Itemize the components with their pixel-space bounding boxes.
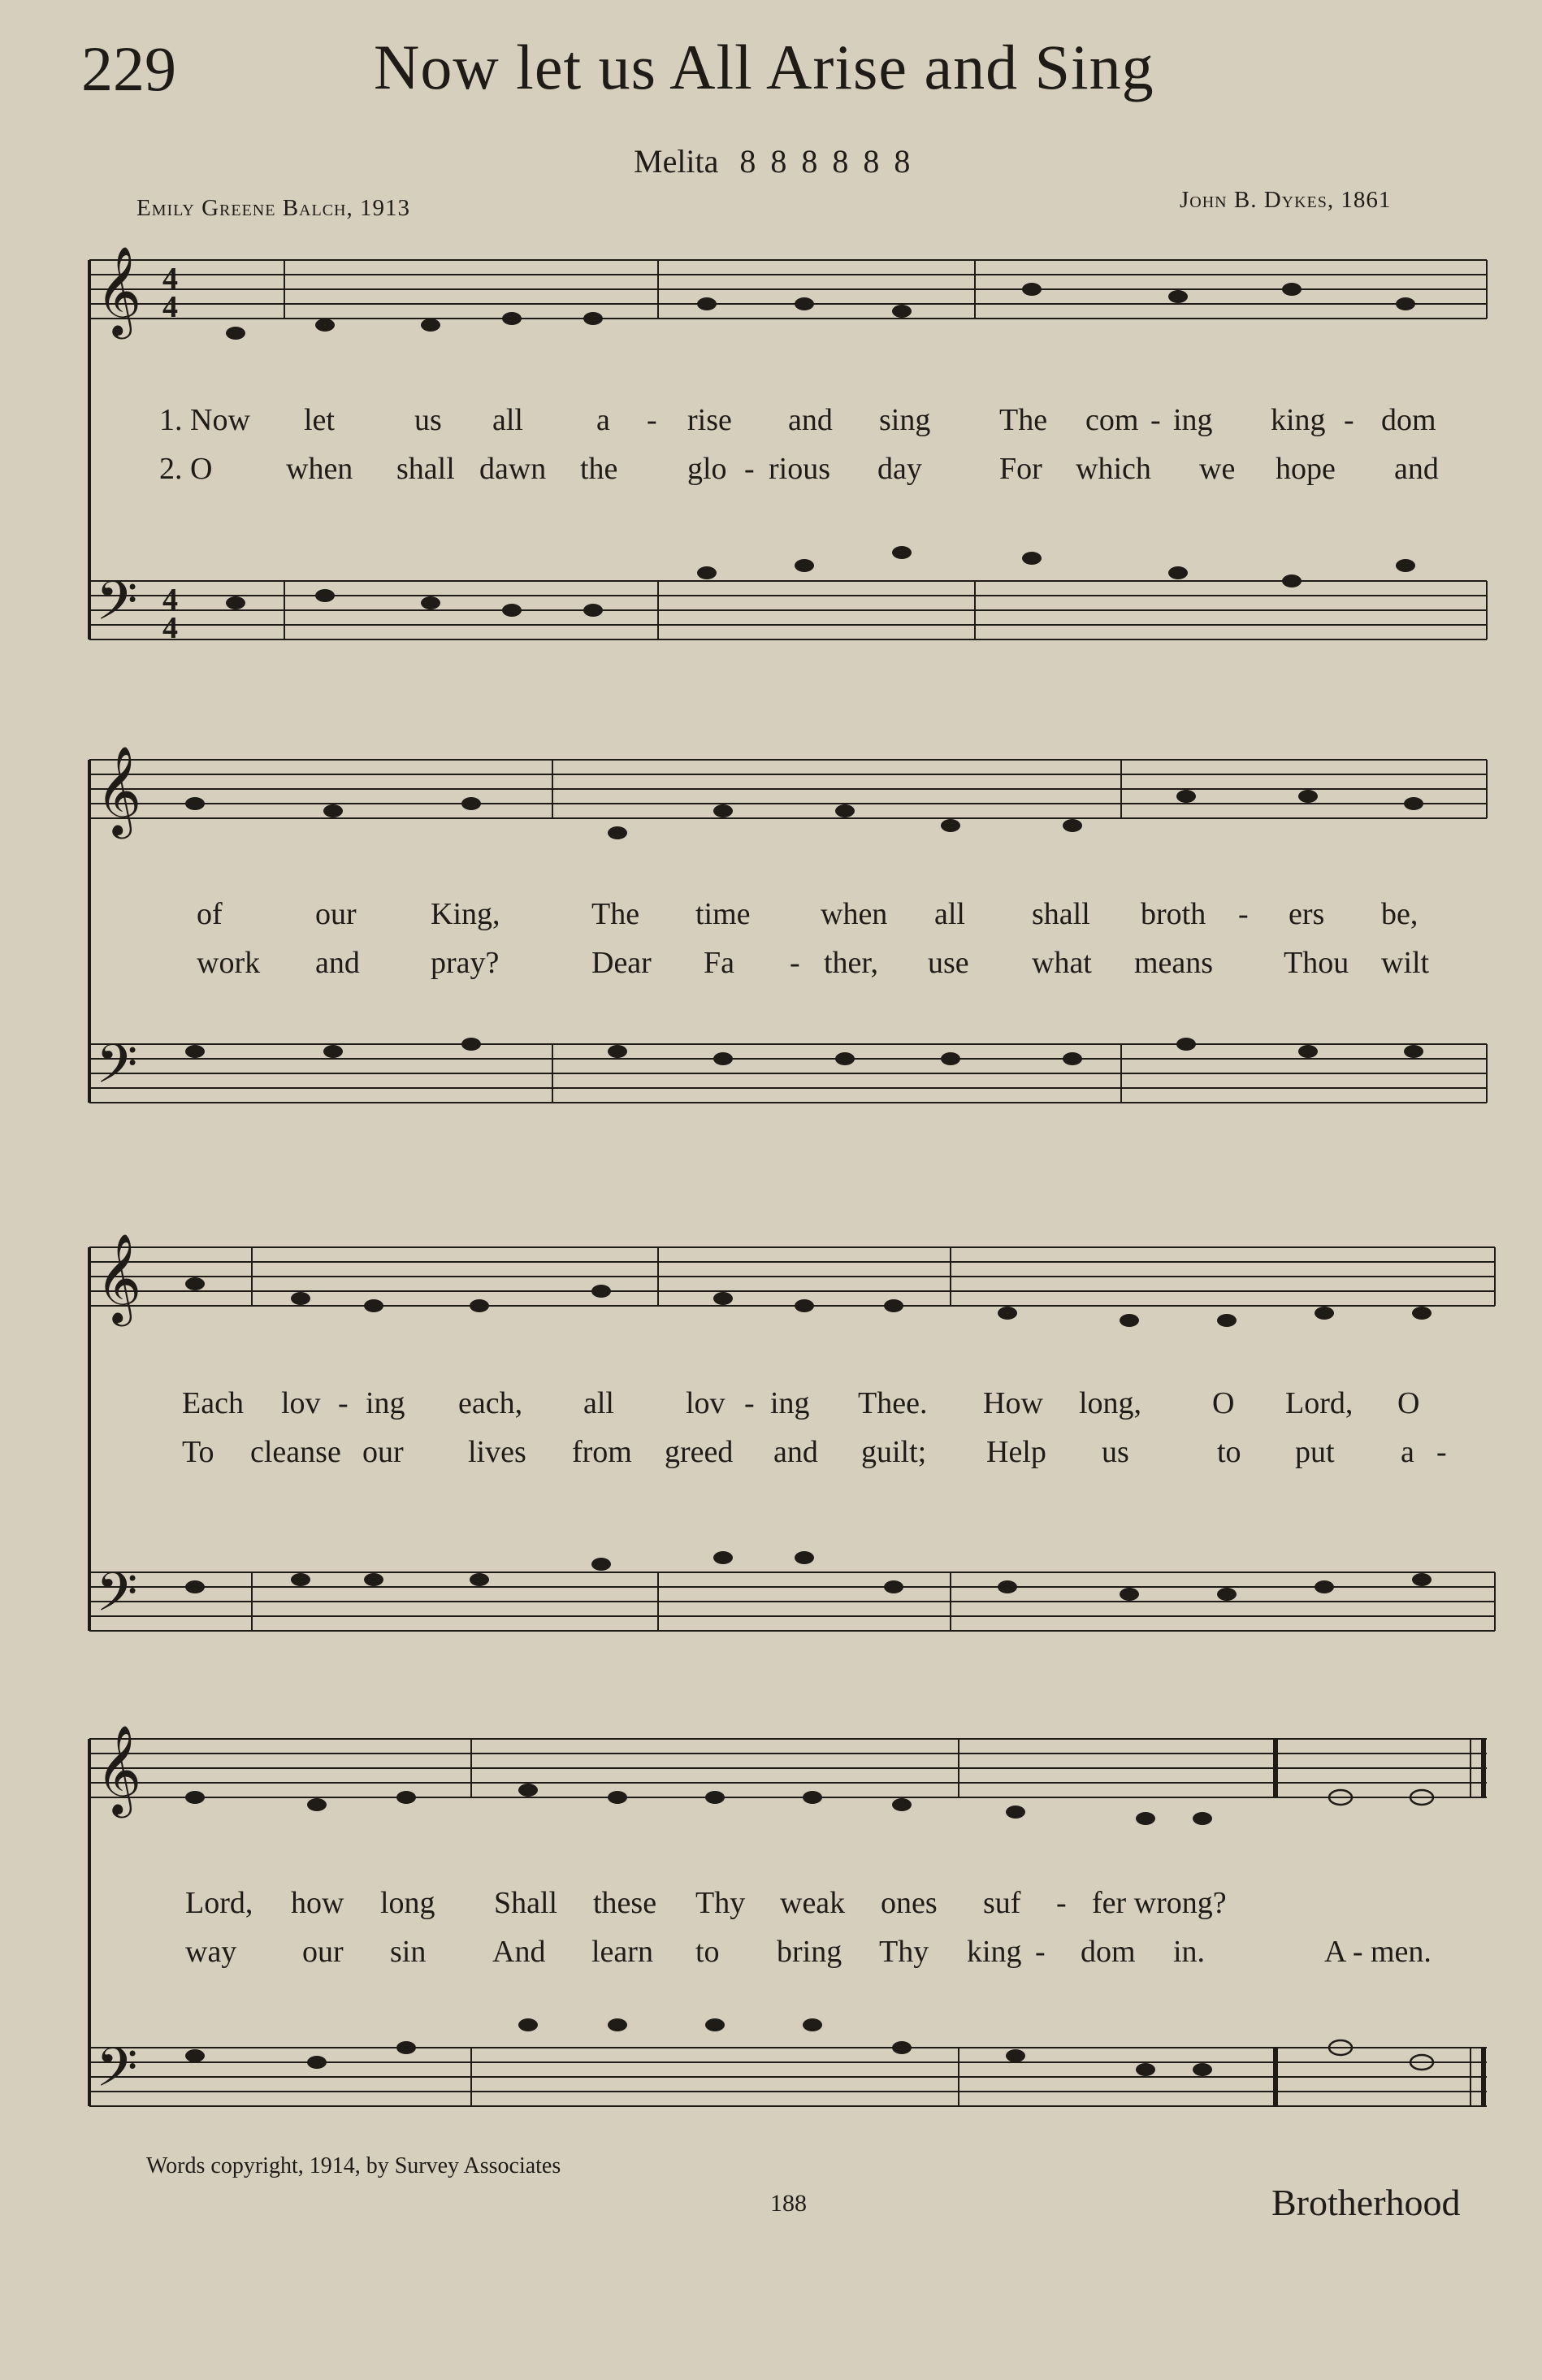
lyric-syllable: king	[1271, 403, 1326, 437]
lyric-syllable: our	[302, 1935, 344, 1969]
lyric-syllable: com	[1085, 403, 1139, 437]
lyric-syllable: ing	[770, 1386, 810, 1420]
lyric-syllable: Each	[182, 1386, 244, 1420]
lyric-syllable: learn	[591, 1935, 653, 1969]
lyric-syllable: to	[1217, 1435, 1241, 1469]
lyric-syllable: to	[695, 1935, 720, 1969]
lyric-syllable: 1. Now	[159, 403, 250, 437]
lyric-syllable: put	[1295, 1435, 1335, 1469]
lyric-syllable: cleanse	[250, 1435, 341, 1469]
lyric-syllable: fer wrong?	[1092, 1886, 1227, 1920]
lyric-syllable: Lord,	[1285, 1386, 1354, 1420]
section-title: Brotherhood	[1271, 2182, 1461, 2223]
svg-text:𝄞: 𝄞	[96, 1233, 142, 1323]
lyric-syllable: -	[1056, 1886, 1067, 1920]
lyric-syllable: shall	[396, 452, 455, 486]
hymn-number: 229	[81, 33, 176, 104]
svg-text:𝄞: 𝄞	[96, 746, 142, 835]
lyric-syllable: dawn	[479, 452, 547, 486]
lyric-syllable: what	[1032, 946, 1092, 980]
lyric-syllable: pray?	[431, 946, 500, 980]
svg-text:4: 4	[162, 262, 178, 296]
lyric-syllable: all	[583, 1386, 614, 1420]
lyric-syllable: let	[304, 403, 335, 437]
lyric-syllable: all	[934, 897, 965, 931]
lyric-syllable: wilt	[1381, 946, 1430, 980]
tune-line	[634, 142, 913, 180]
lyric-syllable: Help	[986, 1435, 1046, 1469]
lyric-syllable: ing	[366, 1386, 405, 1420]
svg-text:𝄢: 𝄢	[96, 1033, 138, 1108]
lyric-syllable: we	[1199, 452, 1236, 486]
lyric-syllable: ing	[1173, 403, 1213, 437]
lyric-syllable: ers	[1289, 897, 1325, 931]
lyric-syllable: 2. O	[159, 452, 213, 486]
composer-credit: John B. Dykes, 1861	[1180, 187, 1392, 213]
lyric-syllable: Thou	[1284, 946, 1349, 980]
lyric-syllable: dom	[1381, 403, 1436, 437]
lyric-syllable: broth	[1141, 897, 1206, 931]
tune-name: Melita	[634, 143, 719, 180]
lyric-syllable: a	[596, 403, 610, 437]
lyric-syllable: -	[1344, 403, 1354, 437]
lyric-syllable: weak	[780, 1886, 846, 1920]
lyric-syllable: and	[1394, 452, 1439, 486]
lyric-syllable: use	[928, 946, 969, 980]
lyric-syllable: To	[182, 1435, 214, 1469]
hymn-title: Now let us All Arise and Sing	[374, 32, 1154, 102]
lyric-syllable: ther,	[824, 946, 879, 980]
lyric-syllable: and	[315, 946, 360, 980]
lyric-syllable: our	[362, 1435, 404, 1469]
tune-meter: 8 8 8 8 8 8	[739, 143, 914, 180]
svg-text:𝄢: 𝄢	[96, 570, 138, 645]
lyric-syllable: these	[593, 1886, 657, 1920]
lyric-syllable: ones	[881, 1886, 938, 1920]
lyric-syllable: guilt;	[861, 1435, 927, 1469]
svg-text:𝄢: 𝄢	[96, 1561, 138, 1637]
lyric-syllable: How	[983, 1386, 1043, 1420]
lyric-syllable: Thy	[695, 1886, 746, 1920]
lyric-syllable: us	[414, 403, 442, 437]
svg-text:𝄢: 𝄢	[96, 2036, 138, 2112]
lyric-syllable: -	[744, 452, 755, 486]
lyric-syllable: greed	[665, 1435, 734, 1469]
lyric-syllable: the	[580, 452, 618, 486]
lyric-syllable: bring	[777, 1935, 842, 1969]
lyric-syllable: means	[1134, 946, 1214, 980]
lyric-syllable: -	[647, 403, 657, 437]
lyric-syllable: A - men.	[1324, 1935, 1432, 1969]
lyric-syllable: lov	[281, 1386, 321, 1420]
lyric-syllable: Thee.	[858, 1386, 928, 1420]
lyric-syllable: when	[821, 897, 888, 931]
lyric-syllable: O	[1212, 1386, 1235, 1420]
lyric-syllable: -	[744, 1386, 755, 1420]
lyric-syllable: dom	[1081, 1935, 1136, 1969]
lyric-syllable: a	[1401, 1435, 1414, 1469]
lyric-syllable: long	[380, 1886, 435, 1920]
lyric-syllable: -	[1035, 1935, 1046, 1969]
copyright-note: Words copyright, 1914, by Survey Associates	[146, 2153, 561, 2178]
lyric-syllable: suf	[983, 1886, 1021, 1920]
svg-text:4: 4	[162, 583, 178, 617]
lyric-syllable: -	[1436, 1435, 1447, 1469]
lyric-syllable: way	[185, 1935, 237, 1969]
lyric-syllable: -	[1150, 403, 1161, 437]
svg-text:𝄞: 𝄞	[96, 1725, 142, 1814]
lyric-syllable: lives	[468, 1435, 526, 1469]
lyric-syllable: -	[1238, 897, 1249, 931]
lyric-syllable: day	[877, 452, 922, 486]
lyric-syllable: The	[999, 403, 1048, 437]
lyric-syllable: sing	[879, 403, 931, 437]
lyric-syllable: of	[197, 897, 223, 931]
lyric-syllable: king	[967, 1935, 1022, 1969]
author-credit: Emily Greene Balch, 1913	[136, 195, 410, 221]
lyric-syllable: each,	[458, 1386, 523, 1420]
lyric-syllable: and	[788, 403, 833, 437]
lyric-syllable: shall	[1032, 897, 1090, 931]
lyric-syllable: Lord,	[185, 1886, 253, 1920]
lyric-syllable: time	[695, 897, 751, 931]
svg-text:4: 4	[162, 611, 178, 645]
lyric-syllable: when	[286, 452, 353, 486]
lyric-syllable: -	[790, 946, 800, 980]
lyric-syllable: And	[492, 1935, 546, 1969]
lyric-syllable: Dear	[591, 946, 652, 980]
lyric-syllable: long,	[1079, 1386, 1142, 1420]
lyric-syllable: For	[999, 452, 1042, 486]
svg-text:4: 4	[162, 290, 178, 324]
system-4-notation	[89, 1723, 1495, 2129]
lyric-syllable: King,	[431, 897, 500, 931]
lyric-syllable: lov	[686, 1386, 726, 1420]
lyric-syllable: be,	[1381, 897, 1419, 931]
system-2-notation	[89, 743, 1495, 1134]
lyric-syllable: and	[773, 1435, 818, 1469]
lyric-syllable: which	[1076, 452, 1151, 486]
lyric-syllable: how	[291, 1886, 344, 1920]
lyric-syllable: rise	[687, 403, 732, 437]
lyric-syllable: our	[315, 897, 357, 931]
page-number: 188	[770, 2190, 807, 2217]
svg-text:𝄞: 𝄞	[96, 246, 142, 336]
lyric-syllable: us	[1102, 1435, 1129, 1469]
lyric-syllable: glo	[687, 452, 727, 486]
lyric-syllable: all	[492, 403, 523, 437]
lyric-syllable: -	[338, 1386, 349, 1420]
lyric-syllable: Fa	[704, 946, 734, 980]
lyric-syllable: Shall	[494, 1886, 558, 1920]
lyric-syllable: in.	[1173, 1935, 1206, 1969]
lyric-syllable: from	[572, 1435, 632, 1469]
lyric-syllable: rious	[769, 452, 830, 486]
lyric-syllable: Thy	[879, 1935, 929, 1969]
lyric-syllable: O	[1397, 1386, 1420, 1420]
lyric-syllable: The	[591, 897, 640, 931]
lyric-syllable: sin	[390, 1935, 427, 1969]
lyric-syllable: hope	[1276, 452, 1336, 486]
lyric-syllable: work	[197, 946, 261, 980]
